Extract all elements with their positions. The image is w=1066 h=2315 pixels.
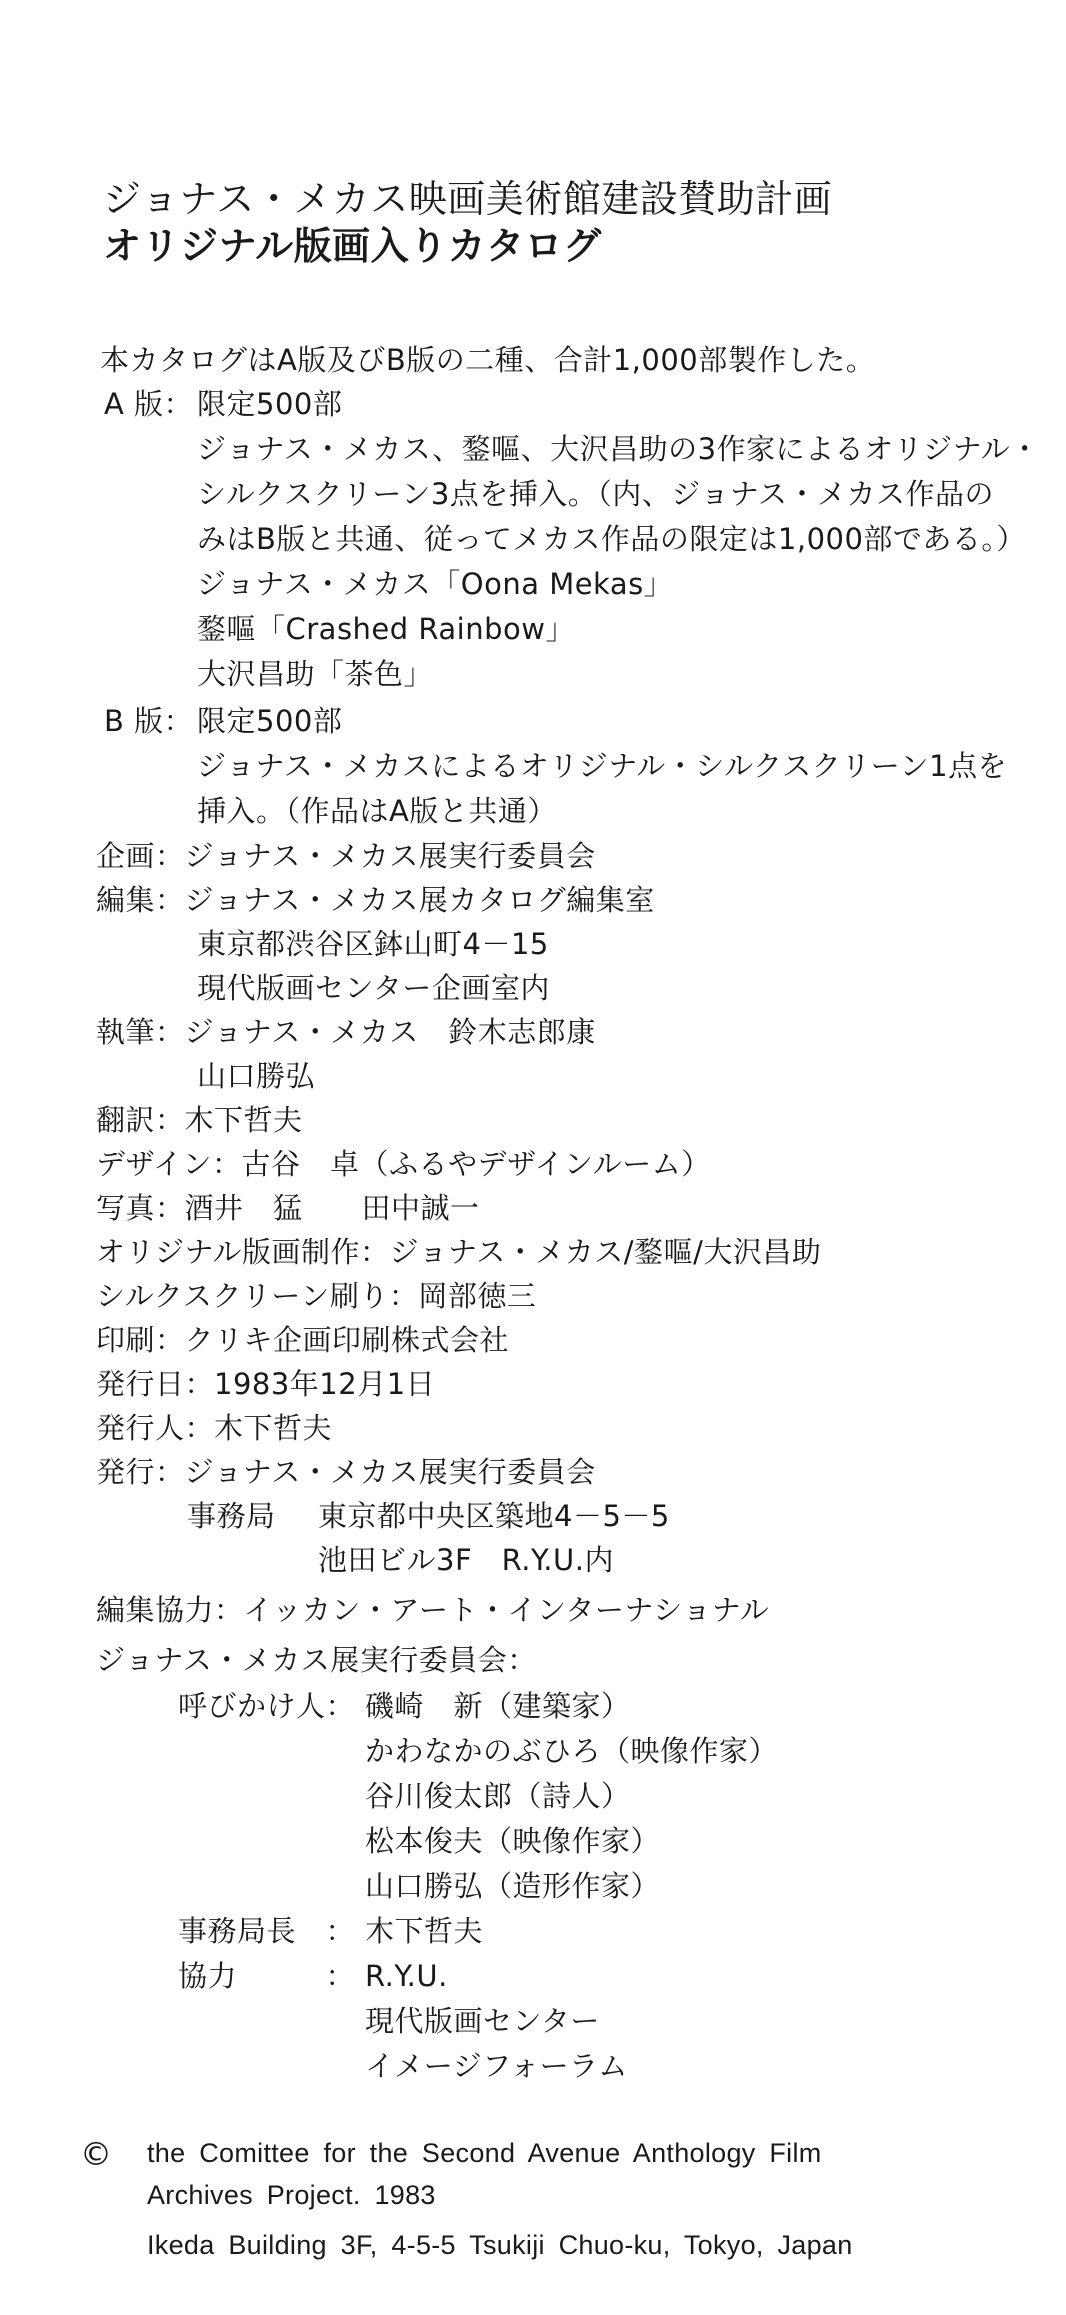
- edition-a-limit: 限定500部: [197, 387, 343, 421]
- committee-support-label: 協力 ：: [178, 1959, 356, 1993]
- copyright-icon: ©: [80, 2135, 112, 2173]
- committee-caller: かわなかのぶひろ（映像作家）: [365, 1734, 779, 1768]
- credit-editing-address-1: 東京都渋谷区鉢山町4－15: [197, 927, 549, 961]
- edition-b-label: B 版：: [104, 704, 194, 738]
- committee-director-label: 事務局長 ：: [178, 1914, 356, 1948]
- edition-b-limit: 限定500部: [197, 704, 343, 738]
- credit-photo: 写真：酒井 猛 田中誠一: [96, 1191, 480, 1225]
- edition-b-desc-1: ジョナス・メカスによるオリジナル・シルクスクリーン1点を: [197, 749, 1008, 783]
- edition-a-label: A 版：: [104, 387, 194, 421]
- credit-publisher-person: 発行人：木下哲夫: [96, 1411, 333, 1445]
- credit-editing-address-2: 現代版画センター企画室内: [197, 971, 550, 1005]
- credit-printing: 印刷：クリキ企画印刷株式会社: [96, 1323, 510, 1357]
- edition-a-work-1: ジョナス・メカス「Oona Mekas」: [197, 567, 674, 601]
- edition-b-desc-2: 挿入。（作品はA版と共通）: [197, 794, 557, 828]
- footer-line-1: the Comittee for the Second Avenue Anthology Film: [147, 2138, 822, 2168]
- credit-editing: 編集：ジョナス・メカス展カタログ編集室: [96, 883, 655, 917]
- credit-office-address-2: 池田ビル3F R.Y.U.内: [318, 1543, 614, 1577]
- committee-caller: 山口勝弘（造形作家）: [365, 1869, 661, 1903]
- committee-heading: ジョナス・メカス展実行委員会：: [96, 1643, 537, 1677]
- header-line-1: ジョナス・メカス映画美術館建設賛助計画: [103, 177, 833, 221]
- credit-translation: 翻訳：木下哲夫: [96, 1103, 303, 1137]
- credit-design: デザイン：古谷 卓（ふるやデザインルーム）: [96, 1147, 711, 1181]
- edition-a-work-3: 大沢昌助「茶色」: [197, 657, 434, 691]
- edition-a-desc-2: シルクスクリーン3点を挿入。（内、ジョナス・メカス作品の: [197, 477, 995, 511]
- credit-editing-cooperation: 編集協力：イッカン・アート・インターナショナル: [96, 1593, 770, 1627]
- committee-support: 現代版画センター: [365, 2004, 600, 2038]
- committee-caller: 松本俊夫（映像作家）: [365, 1824, 661, 1858]
- credit-silkscreen: シルクスクリーン刷り：岡部徳三: [96, 1279, 537, 1313]
- edition-a-work-2: 鍪嘔「Crashed Rainbow」: [197, 612, 575, 646]
- credit-writers-2: 山口勝弘: [197, 1059, 316, 1093]
- footer-line-2: Archives Project. 1983: [147, 2180, 436, 2210]
- credit-publisher: 発行：ジョナス・メカス展実行委員会: [96, 1455, 596, 1489]
- edition-a-desc-3: みはB版と共通、従ってメカス作品の限定は1,000部である。）: [197, 522, 1026, 556]
- committee-support: イメージフォーラム: [365, 2049, 628, 2083]
- committee-director: 木下哲夫: [365, 1914, 484, 1948]
- credit-office-label: 事務局: [187, 1499, 276, 1533]
- committee-support: R.Y.U.: [365, 1959, 448, 1993]
- credit-original-prints: オリジナル版画制作：ジョナス・メカス/鍪嘔/大沢昌助: [96, 1235, 822, 1269]
- credit-issue-date: 発行日：1983年12月1日: [96, 1367, 436, 1401]
- credit-writers: 執筆：ジョナス・メカス 鈴木志郎康: [96, 1015, 596, 1049]
- committee-caller: 磯崎 新（建築家）: [365, 1689, 631, 1723]
- committee-callers-label: 呼びかけ人：: [178, 1689, 356, 1723]
- footer-line-3: Ikeda Building 3F, 4-5-5 Tsukiji Chuo-ku, Tokyo, Japan: [147, 2230, 853, 2260]
- edition-a-desc-1: ジョナス・メカス、鍪嘔、大沢昌助の3作家によるオリジナル・: [197, 432, 1040, 466]
- committee-caller: 谷川俊太郎（詩人）: [365, 1779, 631, 1813]
- intro-text: 本カタログはA版及びB版の二種、合計1,000部製作した。: [100, 343, 876, 377]
- header-line-2: オリジナル版画入りカタログ: [103, 224, 602, 268]
- credit-office-address-1: 東京都中央区築地4－5－5: [318, 1499, 670, 1533]
- credit-planning: 企画：ジョナス・メカス展実行委員会: [96, 839, 596, 873]
